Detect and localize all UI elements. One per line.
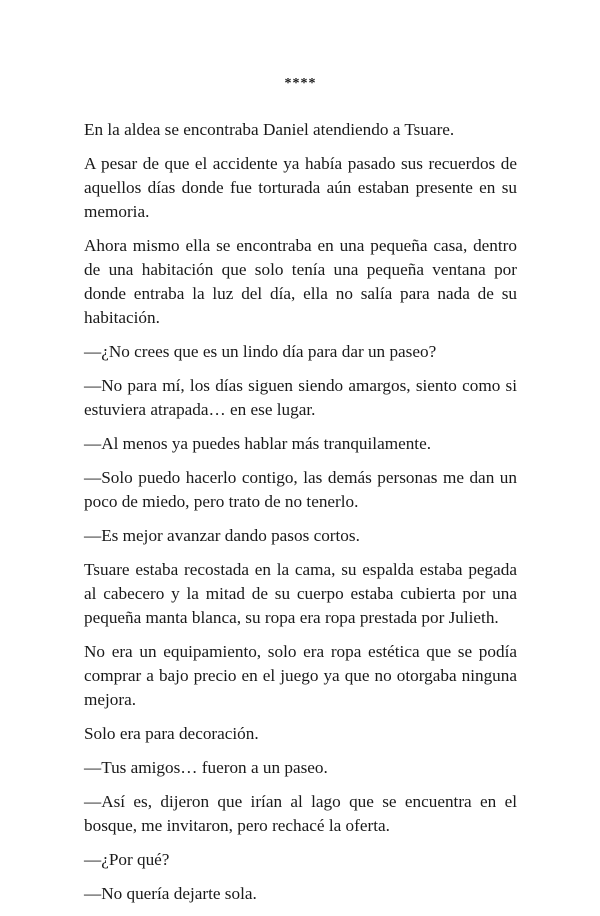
dialogue-line-2: —No para mí, los días siguen siendo amargos, siento como si estuviera atrapada… en ese lugar. <box>84 376 517 419</box>
dialogue-line-5: —Es mejor avanzar dando pasos cortos. <box>84 526 360 545</box>
dialogue-line-4: —Solo puedo hacerlo contigo, las demás personas me dan un poco de miedo, pero trato de no tenerlo. <box>84 468 517 511</box>
dialogue-line-8: —¿Por qué? <box>84 850 170 869</box>
dialogue-line-9: —No quería dejarte sola. <box>84 884 257 903</box>
dialogue-line-6: —Tus amigos… fueron a un paseo. <box>84 758 328 777</box>
scene-break: **** <box>284 76 317 91</box>
dialogue-line-3: —Al menos ya puedes hablar más tranquilamente. <box>84 434 431 453</box>
paragraph-5: No era un equipamiento, solo era ropa estética que se podía comprar a bajo precio en el juego ya que no otorgaba ninguna mejora. <box>84 642 517 709</box>
paragraph-2: A pesar de que el accidente ya había pasado sus recuerdos de aquellos días donde fue torturada aún estaban presente en su memoria. <box>84 154 517 221</box>
dialogue-line-7: —Así es, dijeron que irían al lago que se encuentra en el bosque, me invitaron, pero rechacé la oferta. <box>84 792 517 835</box>
paragraph-3: Ahora mismo ella se encontraba en una pequeña casa, dentro de una habitación que solo tenía una pequeña ventana por donde entraba la luz del día, ella no salía para nada de su habitación. <box>84 236 517 327</box>
paragraph-1: En la aldea se encontraba Daniel atendiendo a Tsuare. <box>84 120 455 139</box>
paragraph-6: Solo era para decoración. <box>84 724 259 743</box>
paragraph-4: Tsuare estaba recostada en la cama, su espalda estaba pegada al cabecero y la mitad de su cuerpo estaba cubierta por una pequeña manta blanca, su ropa era ropa prestada por Julieth. <box>84 560 517 627</box>
book-page <box>84 72 517 916</box>
dialogue-line-1: —¿No crees que es un lindo día para dar un paseo? <box>84 342 437 361</box>
